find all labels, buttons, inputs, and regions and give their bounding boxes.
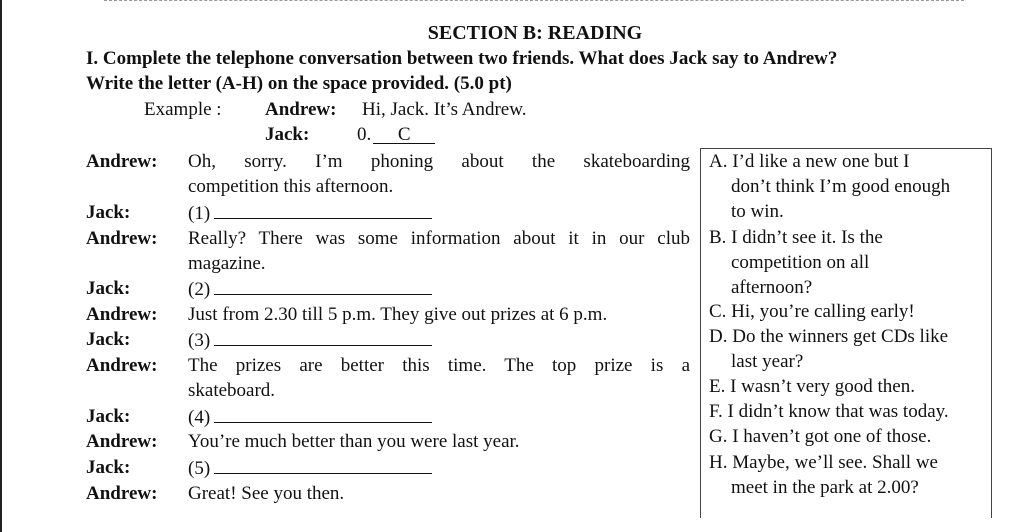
- option-h-line-2: meet in the park at 2.00?: [731, 477, 919, 498]
- top-dashed-rule: [104, 0, 964, 4]
- speaker-andrew: Andrew:: [86, 431, 158, 452]
- answer-blank[interactable]: [214, 406, 432, 423]
- speaker-jack: Jack:: [86, 278, 131, 299]
- speaker-andrew: Andrew:: [86, 483, 158, 504]
- answer-4: [188, 406, 432, 429]
- example-jack-speaker: Jack:: [265, 124, 310, 145]
- answer-number: (4): [188, 407, 211, 428]
- dialogue-line: Just from 2.30 till 5 p.m. They give out prizes at 6 p.m.: [188, 304, 608, 325]
- page-left-border: [0, 0, 2, 532]
- dialogue-line: competition this afternoon.: [188, 176, 394, 197]
- dialogue-line: magazine.: [188, 253, 266, 274]
- dialogue-line: Great! See you then.: [188, 483, 345, 504]
- option-h: H. Maybe, we’ll see. Shall we: [709, 452, 938, 473]
- dialogue-line: You’re much better than you were last year.: [188, 431, 520, 452]
- answer-number: (1): [188, 203, 211, 224]
- answer-1: [188, 202, 432, 225]
- answer-blank[interactable]: [214, 329, 432, 346]
- answer-number: (3): [188, 330, 211, 351]
- answer-2: [188, 278, 432, 301]
- answer-number: (5): [188, 458, 211, 479]
- instruction-line-1: I. Complete the telephone conversation between two friends. What does Jack say to Andrew?: [86, 48, 838, 69]
- option-c: C. Hi, you’re calling early!: [709, 301, 915, 322]
- speaker-andrew: Andrew:: [86, 355, 158, 376]
- speaker-jack: Jack:: [86, 406, 131, 427]
- example-label: Example :: [144, 99, 222, 120]
- answer-blank[interactable]: [214, 457, 432, 474]
- option-d: D. Do the winners get CDs like: [709, 326, 949, 347]
- option-a: A. I’d like a new one but I: [709, 151, 910, 172]
- speaker-jack: Jack:: [86, 457, 131, 478]
- speaker-jack: Jack:: [86, 202, 131, 223]
- example-jack-answer: [357, 124, 435, 146]
- example-andrew-text: Hi, Jack. It’s Andrew.: [362, 99, 527, 120]
- option-a-line-3: to win.: [731, 201, 784, 222]
- dialogue-line: Oh, sorry. I’m phoning about the skateboarding: [188, 151, 690, 172]
- instruction-line-2: Write the letter (A-H) on the space provided. (5.0 pt): [86, 73, 512, 94]
- example-number: 0.: [357, 124, 372, 145]
- dialogue-line: The prizes are better this time. The top prize is a: [188, 355, 690, 376]
- option-f: F. I didn’t know that was today.: [709, 401, 949, 422]
- section-heading: SECTION B: READING: [427, 22, 643, 44]
- speaker-andrew: Andrew:: [86, 228, 158, 249]
- answer-blank[interactable]: [214, 278, 432, 295]
- answer-5: [188, 457, 432, 480]
- option-b: B. I didn’t see it. Is the: [709, 227, 883, 248]
- dialogue-line: Really? There was some information about it in our club: [188, 228, 690, 249]
- speaker-andrew: Andrew:: [86, 151, 158, 172]
- option-b-line-2: competition on all: [731, 252, 870, 273]
- answer-number: (2): [188, 279, 211, 300]
- option-a-line-2: don’t think I’m good enough: [731, 176, 951, 197]
- example-andrew-speaker: Andrew:: [265, 99, 337, 120]
- option-g: G. I haven’t got one of those.: [709, 426, 932, 447]
- answer-blank[interactable]: [214, 202, 432, 219]
- example-answer-blank: C: [373, 127, 435, 144]
- option-d-line-2: last year?: [731, 351, 804, 372]
- option-e: E. I wasn’t very good then.: [709, 376, 915, 397]
- answer-3: [188, 329, 432, 352]
- speaker-andrew: Andrew:: [86, 304, 158, 325]
- dialogue-line: skateboard.: [188, 380, 276, 401]
- option-b-line-3: afternoon?: [731, 277, 813, 298]
- speaker-jack: Jack:: [86, 329, 131, 350]
